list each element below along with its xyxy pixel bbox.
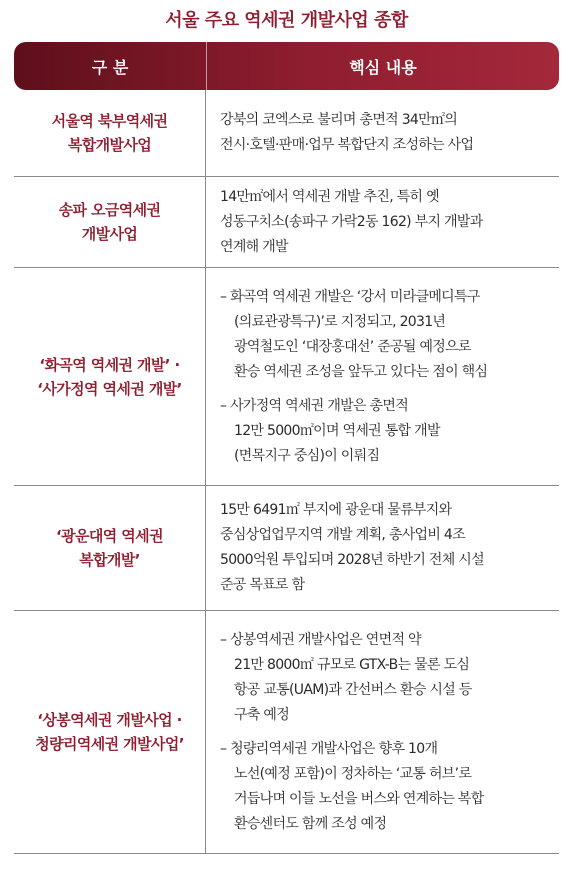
category-line: 청량리역세권 개발사업’ <box>35 735 184 753</box>
content-line: – 청량리역세권 개발사업은 향후 10개 <box>220 737 559 762</box>
content-line: 5000억원 투입되며 2028년 하반기 전체 시설 <box>220 552 484 568</box>
content-line: – 화곡역 역세권 개발은 ‘강서 미라클메디특구 <box>220 285 559 310</box>
bullet-item <box>220 628 559 728</box>
category-line: ‘광운대역 역세권 <box>56 527 163 545</box>
summary-table <box>14 42 559 854</box>
table-header <box>14 42 559 90</box>
content-line: 연계해 개발 <box>220 238 288 255</box>
row-content <box>206 486 559 610</box>
row-content <box>206 90 559 176</box>
category-line: 복합개발’ <box>79 551 140 569</box>
header-content: 핵심 내용 <box>349 57 417 77</box>
bullet-item <box>220 394 559 469</box>
category-line: ‘사가정역 역세권 개발’ <box>37 379 182 398</box>
content-line: – 상봉역세권 개발사업은 연면적 약 <box>220 628 559 653</box>
content-line: 환승센터도 함께 조성 예정 <box>234 815 387 832</box>
row-content <box>206 177 559 267</box>
row-category <box>14 268 206 485</box>
content-line: 14만㎡에서 역세권 개발 추진, 특히 옛 <box>220 188 439 205</box>
category-line: 복합개발사업 <box>67 136 152 154</box>
content-line: 강북의 코엑스로 불리며 총면적 34만㎡의 <box>220 112 458 128</box>
row-category <box>14 611 206 853</box>
category-line: 서울역 북부역세권 <box>51 112 168 130</box>
table-row <box>14 486 559 611</box>
category-line: 개발사업 <box>81 225 138 243</box>
content-line: 전시·호텔·판매·업무 복합단지 조성하는 사업 <box>220 137 474 153</box>
content-line: 21만 8000㎡ 규모로 GTX-B는 물론 도심 <box>234 656 470 673</box>
page-title: 서울 주요 역세권 개발사업 종합 <box>165 10 408 31</box>
content-line: 항공 교통(UAM)과 간선버스 환승 시설 등 <box>234 681 472 698</box>
content-line: (의료관광특구)’로 지정되고, 2031년 <box>234 313 446 330</box>
content-line: 노선(예정 포함)이 정차하는 ‘교통 허브’로 <box>234 765 472 782</box>
table-row <box>14 611 559 854</box>
header-category: 구 분 <box>14 42 207 90</box>
content-line: 구축 예정 <box>234 706 290 723</box>
content-line: 중심상업업무지역 개발 계획, 총사업비 4조 <box>220 527 465 543</box>
content-line: 15만 6491㎡ 부지에 광운대 물류부지와 <box>220 502 452 518</box>
category-line: ‘상봉역세권 개발사업 · <box>37 711 182 729</box>
content-line: – 사가정역 역세권 개발은 총면적 <box>220 394 559 419</box>
content-line: 12만 5000㎡이며 역세권 통합 개발 <box>234 422 440 439</box>
table-row <box>14 177 559 268</box>
category-line: ‘화곡역 역세권 개발’ · <box>39 355 180 374</box>
table-row <box>14 268 559 486</box>
content-line: 거듭나며 이들 노선을 버스와 연계하는 복합 <box>234 790 484 807</box>
row-category <box>14 177 206 267</box>
row-content <box>206 611 559 853</box>
content-line: 환승 역세권 조성을 앞두고 있다는 점이 핵심 <box>234 363 488 380</box>
bullet-item <box>220 285 559 385</box>
content-line: 준공 목표로 함 <box>220 577 305 593</box>
content-line: 광역철도인 ‘대장홍대선’ 준공될 예정으로 <box>234 338 471 355</box>
row-category <box>14 486 206 610</box>
category-line: 송파 오금역세권 <box>58 201 161 219</box>
row-category <box>14 90 206 176</box>
content-line: 성동구치소(송파구 가락2동 162) 부지 개발과 <box>220 213 483 230</box>
row-content <box>206 268 559 485</box>
bullet-item <box>220 737 559 837</box>
table-row <box>14 90 559 177</box>
content-line: (면목지구 중심)이 이뤄짐 <box>234 447 380 464</box>
